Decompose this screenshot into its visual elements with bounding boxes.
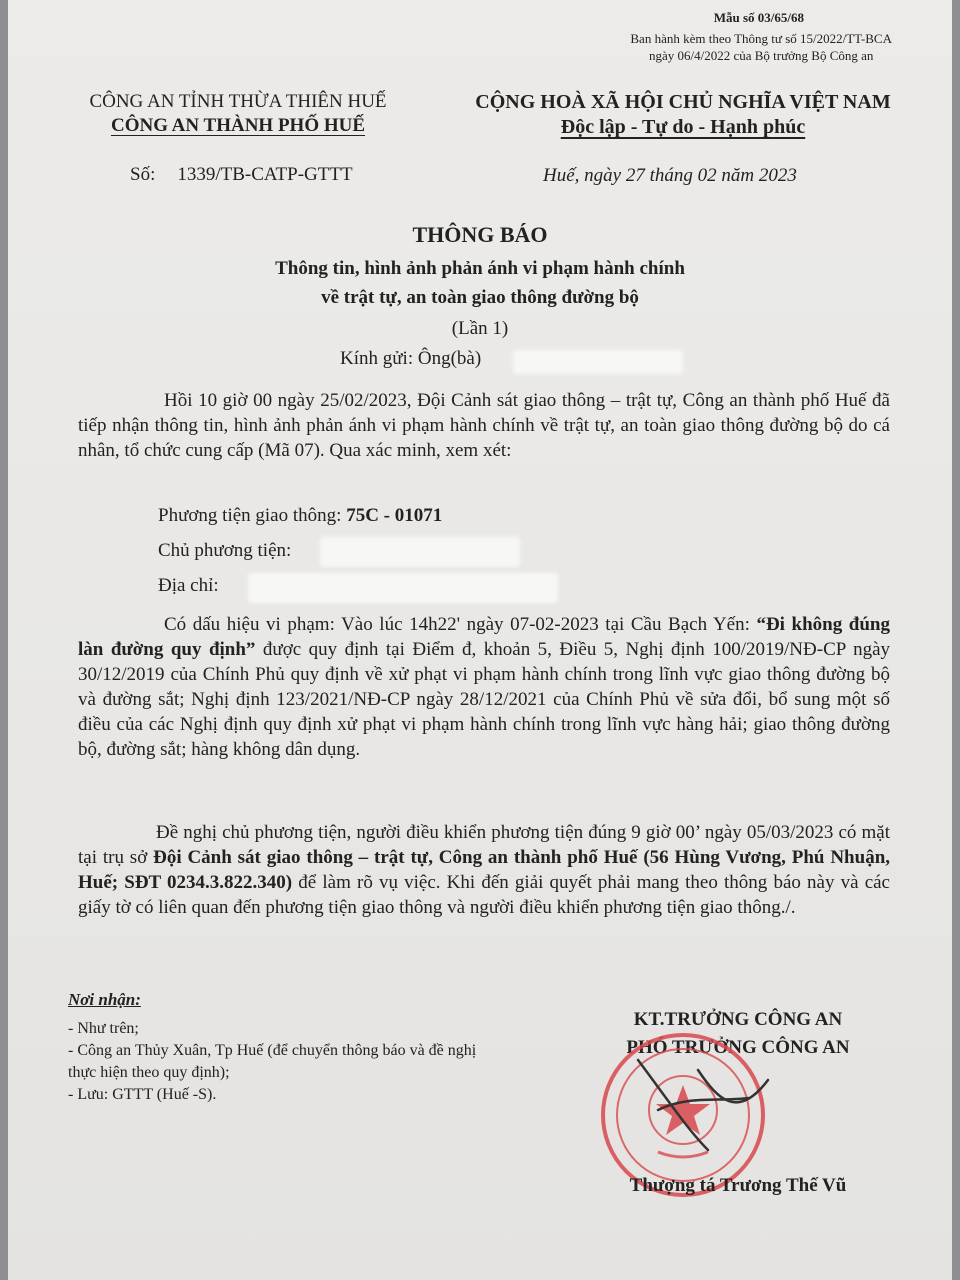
notice-count: (Lần 1): [451, 318, 509, 339]
field-vehicle-value: 75C - 01071: [346, 505, 443, 526]
document-subtitle: [8, 254, 952, 312]
form-note-line1: Ban hành kèm theo Thông tư số 15/2022/TT-BCA: [630, 31, 892, 46]
form-note: [630, 30, 892, 64]
document-page: [8, 0, 952, 1280]
paragraph-violation: [78, 612, 890, 762]
recipients-list: [68, 1018, 508, 1106]
signer-name: Thượng tá Trương Thế Vũ: [629, 1175, 847, 1196]
field-vehicle-label: Phương tiện giao thông:: [158, 505, 342, 526]
form-number: Mẫu số 03/65/68: [713, 10, 804, 25]
field-owner-label: Chủ phương tiện:: [158, 540, 292, 561]
paragraph-request: [78, 820, 890, 920]
subtitle-line1: Thông tin, hình ảnh phản ánh vi phạm hành chính: [275, 258, 685, 279]
request-part2: để làm rõ vụ việc. Khi đến giải quyết phải mang theo thông báo này và các giấy tờ có liên quan đến phương tiện giao thông và người điều khiển phương tiện giao thông./.: [78, 872, 890, 918]
redacted-addressee: [513, 350, 683, 374]
national-header: [448, 90, 918, 140]
document-number-value: 1339/TB-CATP-GTTT: [177, 164, 353, 185]
signature-line1: KT.TRƯỞNG CÔNG AN: [633, 1009, 843, 1030]
recipient-item: - Như trên;: [68, 1020, 139, 1037]
paragraph-receipt: Hồi 10 giờ 00 ngày 25/02/2023, Đội Cảnh sát giao thông – trật tự, Công an thành phố Huế đã tiếp nhận thông tin, hình ảnh phản ánh vi phạm hành chính về trật tự, an toàn giao thông đường bộ do cá nhân, tổ chức cung cấp (Mã 07). Qua xác minh, xem xét:: [78, 390, 890, 461]
violation-intro: Có dấu hiệu vi phạm: Vào lúc 14h22' ngày 07-02-2023 tại Cầu Bạch Yến:: [164, 614, 750, 635]
document-date: Huế, ngày 27 tháng 02 năm 2023: [543, 165, 797, 186]
signature-line2: PHÓ TRƯỞNG CÔNG AN: [626, 1037, 850, 1058]
document-number-label: Số:: [130, 164, 156, 185]
subtitle-line2: về trật tự, an toàn giao thông đường bộ: [321, 287, 639, 308]
handwritten-signature: [628, 1040, 778, 1160]
recipient-item: - Công an Thủy Xuân, Tp Huế (để chuyển thông báo và đề nghị thực hiện theo quy định);: [68, 1042, 477, 1081]
national-motto: Độc lập - Tự do - Hạnh phúc: [560, 116, 806, 138]
redacted-address: [248, 573, 558, 603]
national-title: CỘNG HOÀ XÃ HỘI CHỦ NGHĨA VIỆT NAM: [475, 91, 891, 113]
form-note-line2: ngày 06/4/2022 của Bộ trưởng Bộ Công an: [648, 48, 874, 63]
field-address-label: Địa chỉ:: [158, 575, 219, 596]
issuer-name: CÔNG AN THÀNH PHỐ HUẾ: [110, 115, 366, 136]
recipients-label: Nơi nhận:: [68, 990, 141, 1009]
document-number: [130, 164, 353, 186]
recipient-item: - Lưu: GTTT (Huế -S).: [68, 1086, 217, 1103]
request-office: Đội Cảnh sát giao thông – trật tự, Công an thành phố Huế (56 Hùng Vương, Phú Nhuận, Huế; SĐT 0234.3.822.340): [78, 847, 891, 893]
violation-legal-basis: được quy định tại Điểm đ, khoản 5, Điều 5, Nghị định 100/2019/NĐ-CP ngày 30/12/2019 của Chính Phủ quy định về xử phạt vi phạm hành chính trong lĩnh vực giao thông đường bộ và đường sắt; Nghị định 123/2021/NĐ-CP ngày 28/12/2021 của Chính Phủ về sửa đổi, bổ sung một số điều của các Nghị định quy định xử phạt vi phạm hành chính trong lĩnh vực hàng hải; giao thông đường bộ, đường sắt; hàng không dân dụng.: [78, 639, 891, 760]
addressee-label: Kính gửi: Ông(bà): [340, 348, 482, 369]
violation-name: “Đi không đúng làn đường quy định”: [78, 614, 890, 660]
field-vehicle: [158, 505, 442, 527]
issuer-header: [53, 90, 423, 138]
issuer-parent: CÔNG AN TỈNH THỪA THIÊN HUẾ: [89, 91, 387, 112]
document-title: THÔNG BÁO: [412, 222, 548, 247]
request-part1: Đề nghị chủ phương tiện, người điều khiển phương tiện đúng 9 giờ 00’ ngày 05/03/2023 có mặt tại trụ sở: [78, 822, 890, 868]
redacted-owner: [320, 537, 520, 567]
